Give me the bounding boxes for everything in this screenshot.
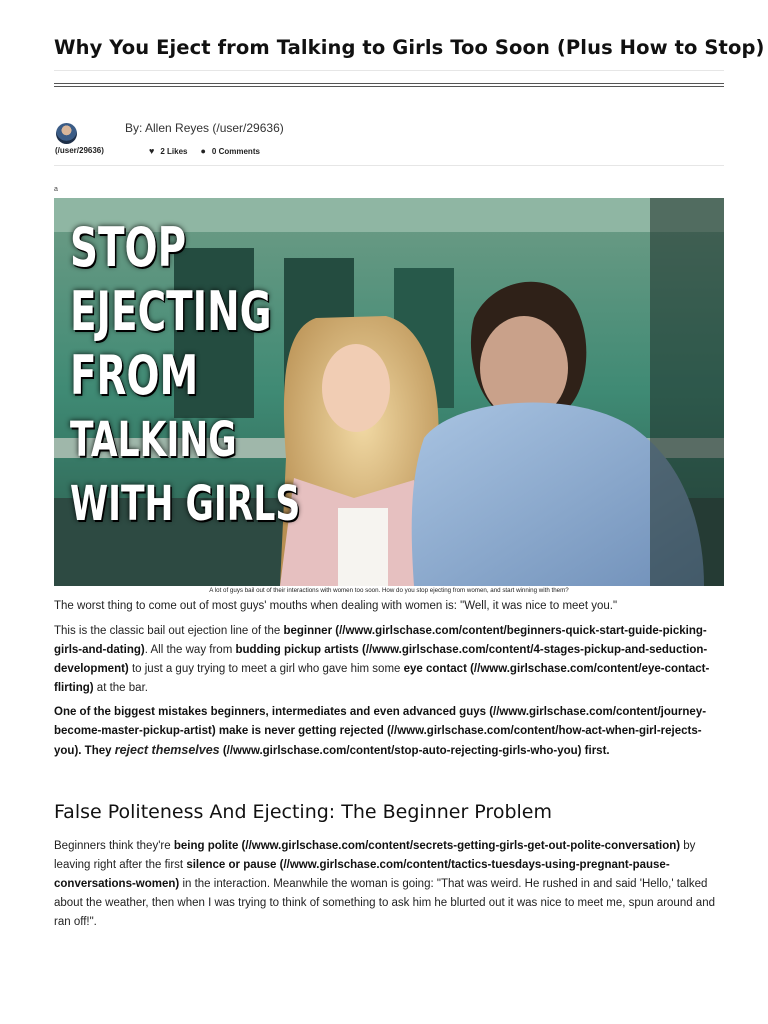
comments-count[interactable]: 0 Comments xyxy=(211,146,260,156)
link-eye-contact[interactable]: eye contact (//www.girlschase.com/content/eye-contact-flirting) xyxy=(54,663,710,694)
article-title: Why You Eject from Talking to Girls Too Soon (Plus How to Stop) xyxy=(54,36,765,59)
hero-line-5: WITH GIRLS xyxy=(70,476,301,532)
hero-image xyxy=(54,198,724,586)
link-silence-or-pause[interactable]: silence or pause (//www.girlschase.com/content/tactics-tuesdays-using-pregnant-pause-conversations-women) xyxy=(54,859,670,890)
link-being-polite[interactable]: being polite (//www.girlschase.com/content/secrets-getting-girls-get-out-polite-conversation) xyxy=(173,840,681,852)
section-heading: False Politeness And Ejecting: The Beginner Problem xyxy=(54,801,552,823)
paragraph-3 xyxy=(54,703,726,761)
hero-overlay-text xyxy=(70,216,390,536)
hero-line-4: TALKING xyxy=(70,412,237,468)
link-budding-pickup-artists[interactable]: budding pickup artists (//www.girlschase.com/content/4-stages-pickup-and-seduction-development) xyxy=(54,644,708,675)
link-beginner[interactable]: beginner (//www.girlschase.com/content/beginners-quick-start-guide-picking-girls-and-dating) xyxy=(54,625,707,656)
hero-line-2: EJECTING xyxy=(70,280,272,343)
meta-divider xyxy=(54,165,724,166)
paragraph-4: Beginners think they're being polite (//www.girlschase.com/content/secrets-getting-girls-get-out-polite-conversation) by leaving right after the first silence or pause (//www.girlschase.com/content/tactics-tuesdays-using-pregnant-pause-conversations-women) in the interaction. Meanwhile the woman is going: "That was weird. He rushed in and said 'Hello,' talked about the weather, then when I was trying to think of something to ask him he blurted out it was nice to meet me, spun around and ran off!". xyxy=(54,840,715,928)
article-stats xyxy=(149,146,260,156)
hero-line-3: FROM xyxy=(70,344,199,407)
paragraph-1: The worst thing to come out of most guys' mouths when dealing with women is: "Well, it was nice to meet you." xyxy=(54,600,618,612)
image-marker: a xyxy=(54,186,58,193)
speech-bubble-icon[interactable]: ● xyxy=(200,146,206,156)
paragraph-2: This is the classic bail out ejection line of the beginner (//www.girlschase.com/content/beginners-quick-start-guide-picking-girls-and-dating). All the way from budding pickup artists (//www.girlschase.com/content/4-stages-pickup-and-seduction-development) to just a guy trying to meet a girl who gave him some eye contact (//www.girlschase.com/content/eye-contact-flirting) at the bar. xyxy=(54,625,710,694)
avatar-user-link[interactable]: (/user/29636) xyxy=(55,146,104,155)
link-stop-auto-rejecting[interactable]: (//www.girlschase.com/content/stop-auto-rejecting-girls-who-you) first. xyxy=(219,745,610,757)
emphasis-reject-themselves[interactable]: reject themselves xyxy=(114,743,220,757)
header-double-rule xyxy=(54,83,724,87)
heart-icon[interactable]: ♥ xyxy=(149,146,155,156)
hero-caption: A lot of guys bail out of their interactions with women too soon. How do you stop ejecting from women, and start winning with them? xyxy=(209,587,569,594)
title-divider xyxy=(54,70,724,71)
author-avatar[interactable] xyxy=(56,123,77,144)
link-mistakes-rejected[interactable]: One of the biggest mistakes beginners, intermediates and even advanced guys (//www.girlschase.com/content/journey-become-master-pickup-artist) make is never getting rejected (//www.girlschase.com/content/how-act-when-girl-rejects-you). They xyxy=(54,706,707,757)
likes-count[interactable]: 2 Likes xyxy=(160,146,188,156)
author-byline[interactable]: By: Allen Reyes (/user/29636) xyxy=(125,121,284,135)
hero-line-1: STOP xyxy=(70,216,187,279)
